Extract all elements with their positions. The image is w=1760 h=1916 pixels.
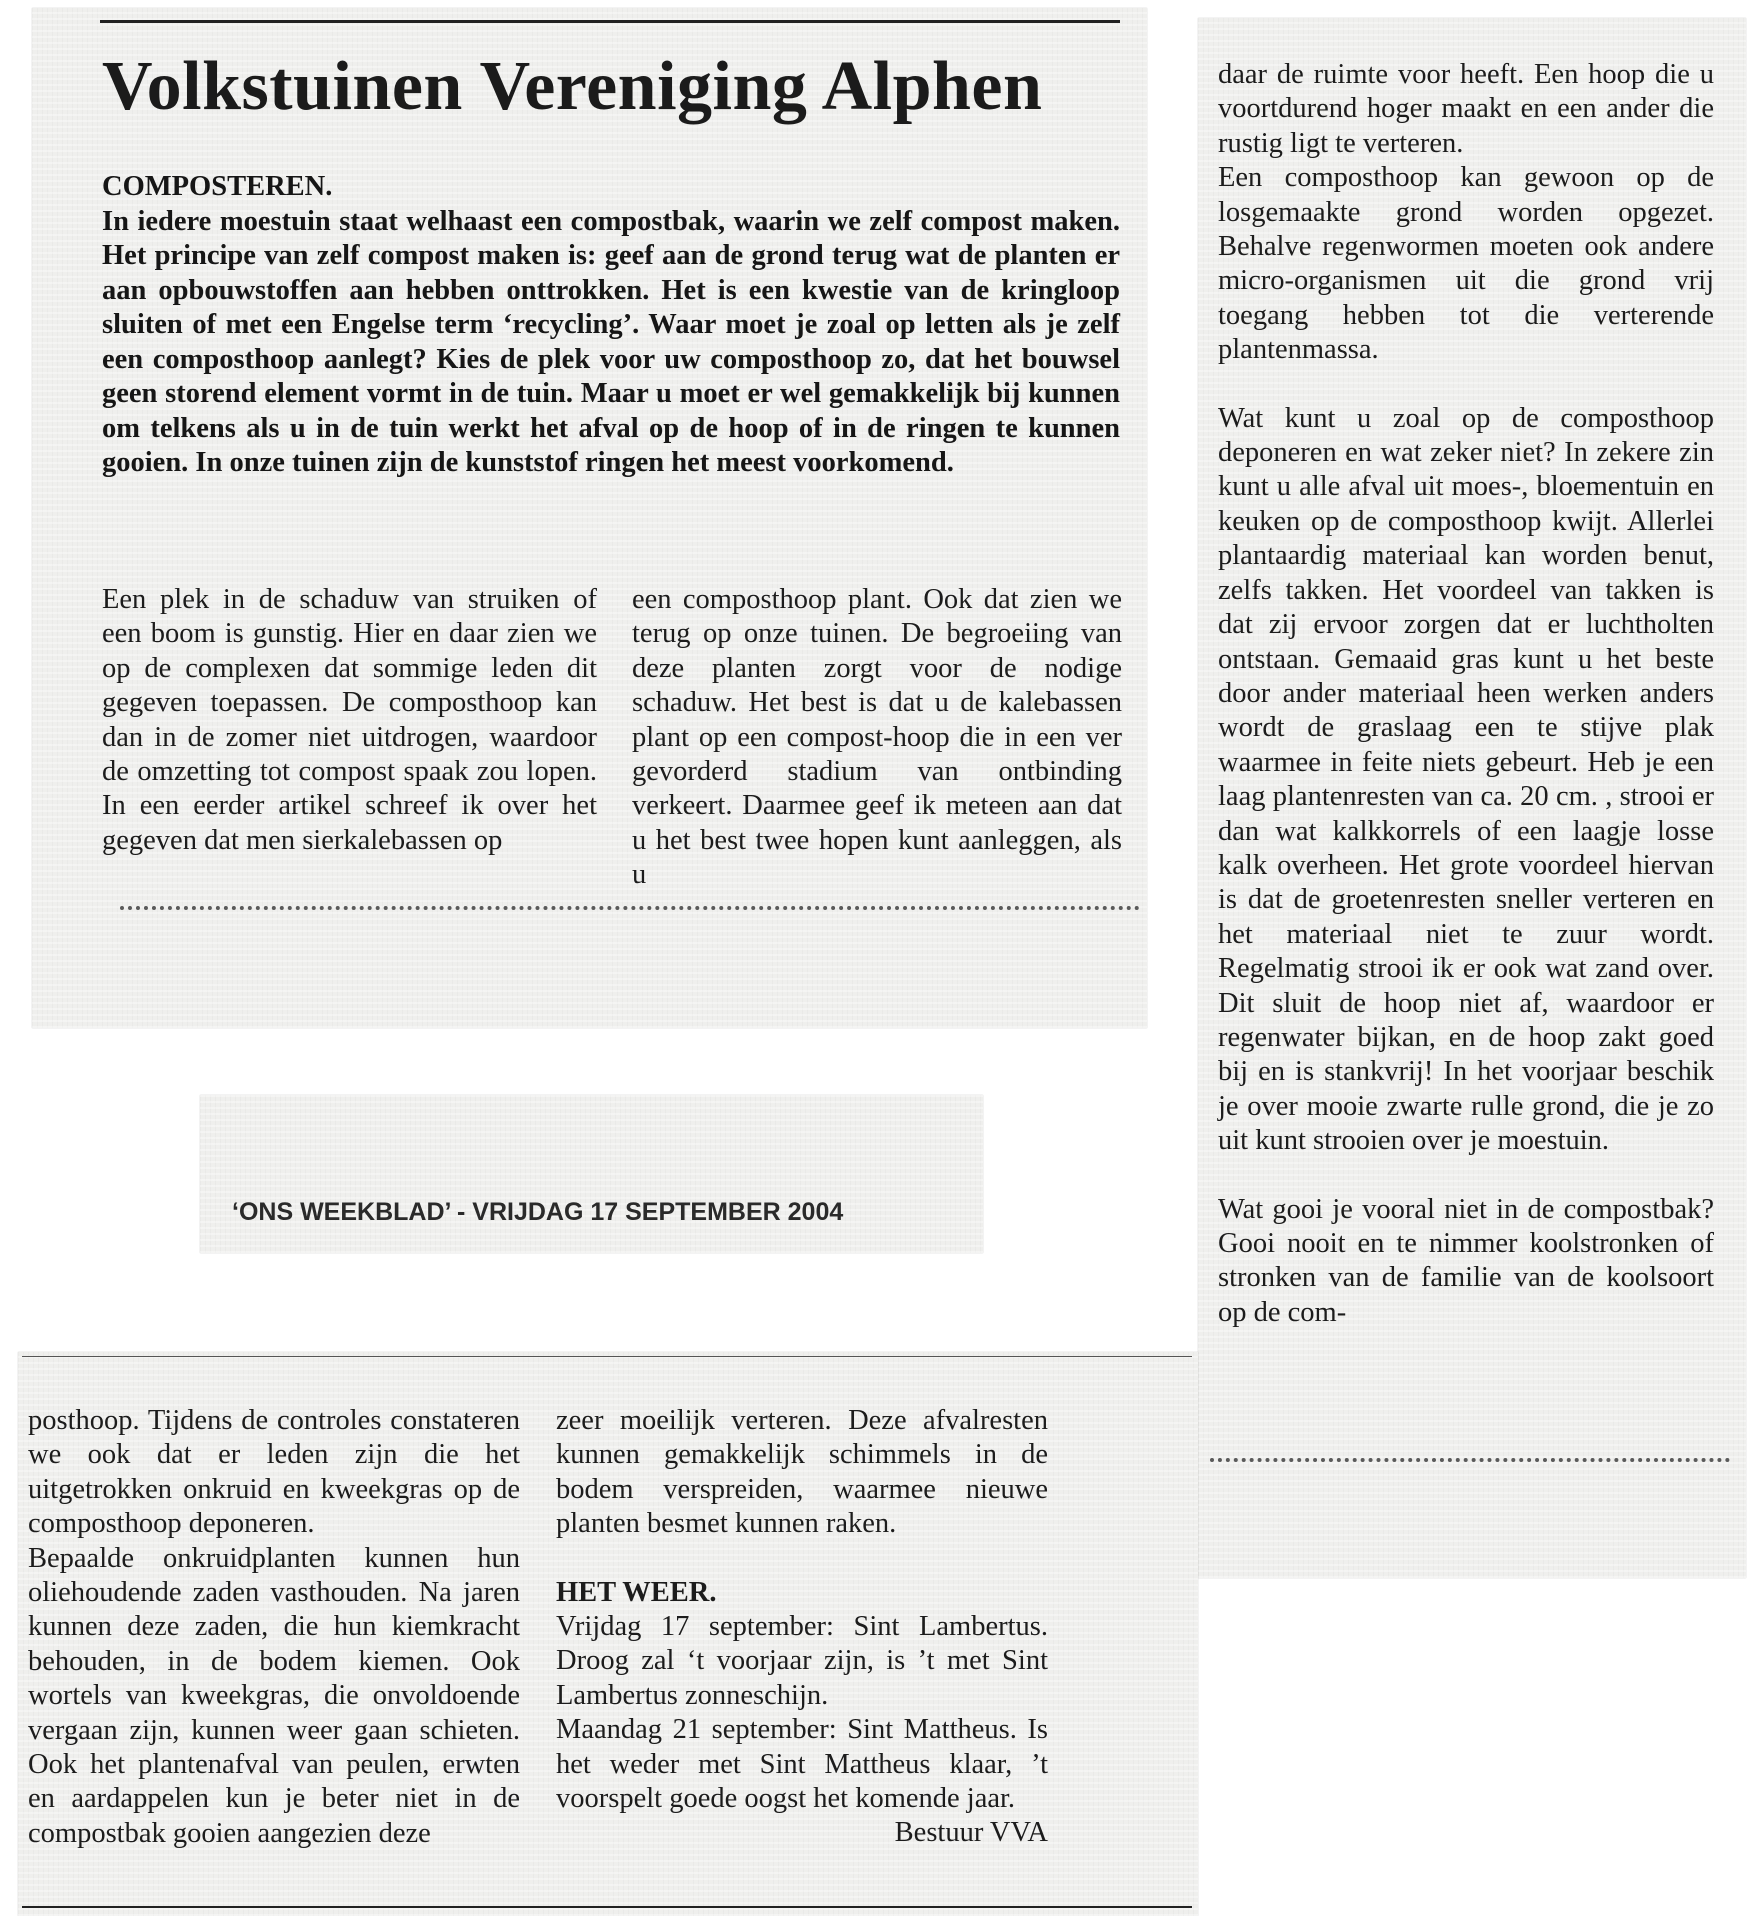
article-lead	[102, 170, 1120, 481]
body-column-2: een composthoop plant. Ook dat zien we terug op onze tuinen. De begroeiing van deze planten zorgt voor de nodige schaduw. Het best is dat u de kalebassen plant op een compost-hoop die in een ver gevorderd stadium van ontbinding verkeert. Daarmee geef ik meteen aan dat u het best twee hopen kunt aanleggen, als u	[632, 584, 1122, 891]
bottom-col2-paragraph-1: zeer moeilijk verteren. Deze afvalresten kunnen gemakkelijk schimmels in de bodem verspreiden, waarmee nieuwe planten besmet kunnen raken.	[556, 1405, 1048, 1540]
right-paragraph-4: Wat gooi je vooral niet in de compostbak? Gooi nooit en te nimmer koolstronken of stronken van de familie van de koolsoort op de com-	[1218, 1193, 1714, 1328]
weather-entry-2: Maandag 21 september: Sint Mattheus. Is het weder met Sint Mattheus klaar, ’t voorspelt goede oogst het komende jaar.	[556, 1714, 1048, 1815]
weather-heading: HET WEER.	[556, 1576, 717, 1608]
bottom-column-1	[28, 1404, 520, 1851]
bottom-top-rule	[22, 1356, 1192, 1357]
weather-entry-1: Vrijdag 17 september: Sint Lambertus. Droog zal ‘t voorjaar zijn, is ’t met Sint Lambertus zonneschijn.	[556, 1611, 1048, 1711]
body-column-1: Een plek in de schaduw van struiken of een boom is gunstig. Hier en daar zien we op de complexen dat sommige leden dit gegeven toepassen. De composthoop kan dan in de zomer niet uitdrogen, waardoor de omzetting tot compost spaak zou lopen. In een eerder artikel schreef ik over het gegeven dat men sierkalebassen op	[102, 584, 597, 856]
article-headline: Volkstuinen Vereniging Alphen	[102, 48, 1043, 125]
bottom-rule	[22, 1906, 1192, 1908]
masthead-strip	[200, 1095, 983, 1253]
right-paragraph-3: Wat kunt u zoal op de composthoop deponeren en wat zeker niet? In zekere zin kunt u alle afval uit moes-, bloementuin en keuken op de composthoop kwijt. Allerlei plantaardig materiaal kan worden benut, zelfs takken. Het voordeel van takken is dat zij ervoor zorgen dat er luchtholten ontstaan. Gemaaid gras kunt u het beste door ander materiaal heen werken anders wordt de graslaag een te stijve plak waarmee in feite niets gebeurt. Heb je een laag plantenresten van ca. 20 cm. , strooi er dan wat kalkkorrels of een laagje losse kalk overheen. Het grote voordeel hiervan is dat de groetenresten sneller verteren en het materiaal niet te zuur wordt. Regelmatig strooi ik er ook wat zand over. Dit sluit de hoop niet af, waardoor er regenwater bijkan, en de hoop zakt goed bij en is stankvrij! In het voorjaar beschik je over mooie zwarte rulle grond, die je zo uit kunt strooien over je moestuin.	[1218, 402, 1714, 1157]
lead-paragraph: In iedere moestuin staat welhaast een compostbak, waarin we zelf compost maken. Het principe van zelf compost maken is: geef aan de grond terug wat de planten er aan opbouwstoffen aan hebben onttrokken. Het is een kwestie van de kringloop sluiten of met een Engelse term ‘recycling’. Waar moet je zoal op letten als je zelf een composthoop aanlegt? Kies de plek voor uw composthoop zo, dat het bouwsel geen storend element vormt in de tuin. Maar u moet er wel gemakkelijk bij kunnen om telkens als u in de tuin werkt het afval op de hoop of in de ringen te kunnen gooien. In onze tuinen zijn de kunststof ringen het meest voorkomend.	[102, 205, 1120, 478]
masthead-text: ‘ONS WEEKBLAD’ - VRIJDAG 17 SEPTEMBER 2004	[232, 1198, 844, 1226]
signature: Bestuur VVA	[894, 1817, 1048, 1849]
headline-rule	[100, 20, 1120, 23]
dotted-separator	[120, 906, 1140, 910]
bottom-col1-paragraph-2: Bepaalde onkruidplanten kunnen hun oliehoudende zaden vasthouden. Na jaren kunnen deze zaden, die hun kiemkracht behouden, in de bodem kiemen. Ook wortels van kweekgras, die onvoldoende vergaan zijn, kunnen weer gaan schieten. Ook het plantenafval van peulen, erwten en aardappelen kun je beter niet in de compostbak gooien aangezien deze	[28, 1542, 520, 1849]
bottom-column-2	[556, 1404, 1048, 1851]
right-column	[1218, 58, 1714, 1330]
dotted-separator-right	[1210, 1458, 1730, 1462]
section-kicker: COMPOSTEREN.	[102, 171, 333, 202]
right-paragraph-1: daar de ruimte voor heeft. Een hoop die u voortdurend hoger maakt en een ander die rustig ligt te verteren.	[1218, 59, 1714, 159]
bottom-col1-paragraph-1: posthoop. Tijdens de controles constateren we ook dat er leden zijn die het uitgetrokken onkruid en kweekgras op de composthoop deponeren.	[28, 1405, 520, 1540]
right-paragraph-2: Een composthoop kan gewoon op de losgemaakte grond worden opgezet. Behalve regenwormen moeten ook andere micro-organismen uit die grond vrij toegang hebben tot die verterende plantenmassa.	[1218, 162, 1714, 366]
